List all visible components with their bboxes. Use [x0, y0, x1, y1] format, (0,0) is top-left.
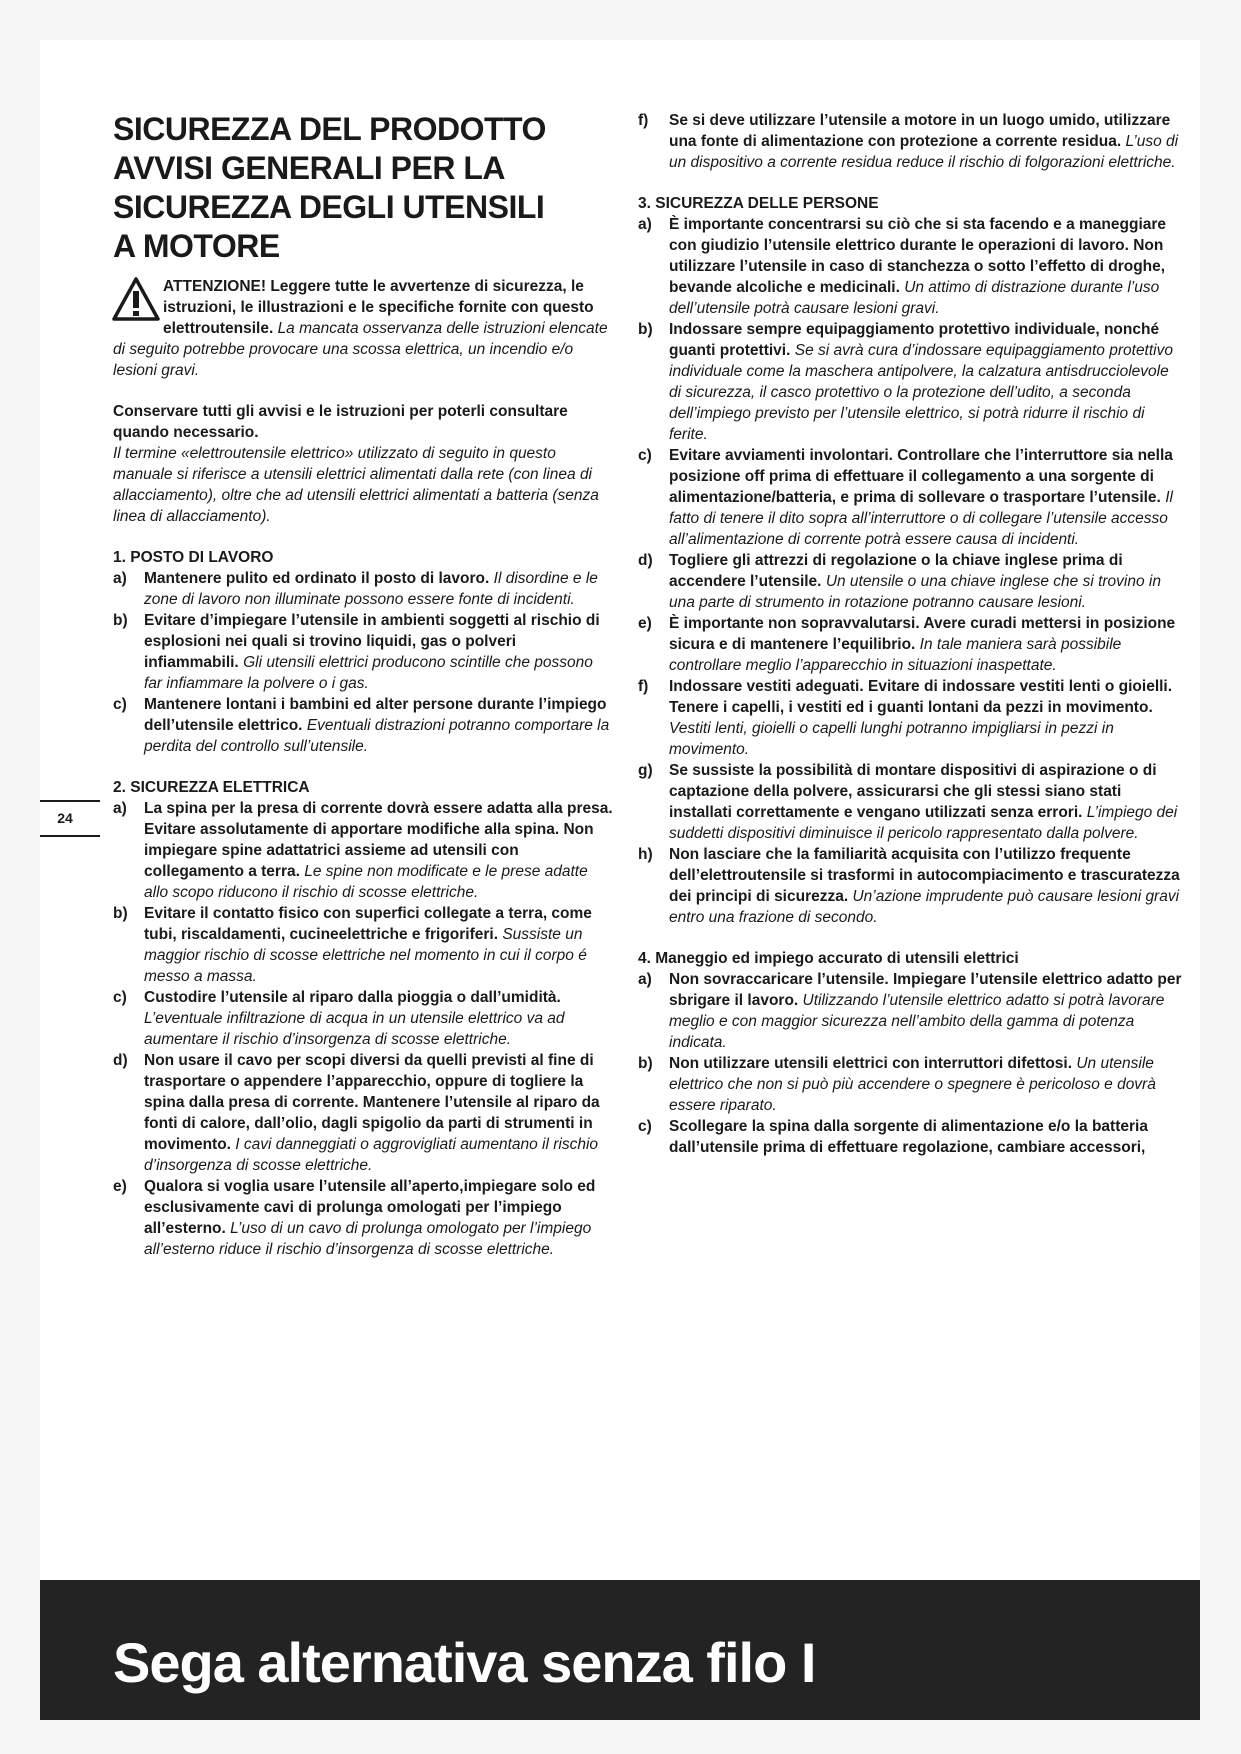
keep-italic: Il termine «elettroutensile elettrico» utilizzato di seguito in questo manuale si riferisce a utensili elettrici alimentati dalla rete (con linea di allacciamento), oltre che ad utensili elettrici alimentati a batteria (senza linea di allacciamento).: [113, 445, 599, 525]
item-label: c): [113, 989, 127, 1006]
list-item: [638, 844, 1183, 928]
item-italic: L’uso di un cavo di prolunga omologato per l’impiego all’esterno riduce il rischio d’insorgenza di scosse elettriche.: [144, 1220, 592, 1258]
item-label: b): [113, 905, 128, 922]
item-label: c): [113, 696, 127, 713]
page-title: [113, 110, 613, 266]
item-italic: L’uso di un dispositivo a corrente residua reduce il rischio di folgorazioni elettriche.: [669, 133, 1179, 171]
item-bold: Non usare il cavo per scopi diversi da quelli previsti al fine di trasportare o appendere l’apparecchio, oppure di togliere la spina dalla presa di corrente. Mantenere l’utensile al riparo da fonti di calore, dall’olio, dagli spigolio da parti di strumenti in movimento.: [144, 1052, 600, 1153]
title-line: SICUREZZA DEGLI UTENSILI: [113, 189, 545, 225]
item-italic: Sussiste un maggior rischio di scosse elettriche nel momento in cui il corpo é messo a massa.: [144, 926, 587, 985]
item-italic: Un utensile elettrico che non si può più accendere o spegnere è pericoloso e dovrà essere riparato.: [669, 1055, 1156, 1114]
item-italic: Utilizzando l’utensile elettrico adatto si potrà lavorare meglio e con maggior sicurezza nell’ambito della gamma di potenza indicata.: [669, 992, 1165, 1051]
item-label: g): [638, 762, 653, 779]
item-label: e): [113, 1178, 127, 1195]
keep-instructions: [113, 401, 613, 527]
item-bold: Custodire l’utensile al riparo dalla pioggia o dall’umidità.: [144, 989, 561, 1006]
section-title: 1. POSTO DI LAVORO: [113, 549, 274, 566]
item-label: b): [638, 321, 653, 338]
item-label: h): [638, 846, 653, 863]
section-title: 3. SICUREZZA DELLE PERSONE: [638, 195, 879, 212]
item-bold: Indossare vestiti adeguati. Evitare di indossare vestiti lenti o gioielli. Tenere i capelli, i vestiti ed i guanti lontani da pezzi in movimento.: [669, 678, 1173, 716]
item-label: a): [113, 800, 127, 817]
item-italic: L’eventuale infiltrazione di acqua in un utensile elettrico va ad aumentare il rischio d’insorgenza di scosse elettriche.: [144, 1010, 565, 1048]
title-line: A MOTORE: [113, 228, 280, 264]
item-italic: Il disordine e le zone di lavoro non illuminate possono essere fonte di incidenti.: [144, 570, 598, 608]
list-item: [113, 1176, 613, 1260]
section-title: 4. Maneggio ed impiego accurato di utensili elettrici: [638, 950, 1019, 967]
item-bold: Mantenere lontani i bambini ed alter persone durante l’impiego dell’utensile elettrico.: [144, 696, 607, 734]
item-italic: In tale maniera sarà possibile controllare meglio l’apparecchio in situazioni inaspettate.: [669, 636, 1122, 674]
item-label: d): [638, 552, 653, 569]
item-bold: Togliere gli attrezzi di regolazione o la chiave inglese prima di accendere l’utensile.: [669, 552, 1123, 590]
item-italic: Un attimo di distrazione durante l’uso dell’utensile potrà causare lesioni gravi.: [669, 279, 1160, 317]
product-title: Sega alternativa senza filo I: [113, 1631, 816, 1694]
item-bold: Non utilizzare utensili elettrici con interruttori difettosi.: [669, 1055, 1073, 1072]
list-item: [113, 694, 613, 757]
item-label: a): [113, 570, 127, 587]
left-column: [113, 110, 613, 1260]
item-italic: L’impiego dei suddetti dispositivi diminuisce il pericolo rappresentato dalla polvere.: [669, 804, 1178, 842]
item-bold: Se sussiste la possibilità di montare dispositivi di aspirazione o di captazione della polvere, assicurarsi che gli stessi siano stati installati correttamente e vengano utilizzati senza errori.: [669, 762, 1157, 821]
item-label: f): [638, 112, 649, 129]
list-item: [113, 568, 613, 610]
item-label: e): [638, 615, 652, 632]
list-item: [638, 319, 1183, 445]
manual-page: [40, 40, 1200, 1720]
list-item: [638, 1116, 1183, 1158]
list-item: [638, 214, 1183, 319]
page-number: 24: [57, 810, 73, 826]
item-italic: Gli utensili elettrici producono scintille che possono far infiammare la polvere o i gas.: [144, 654, 593, 692]
list-item: [638, 969, 1183, 1053]
item-bold: Evitare il contatto fisico con superfici collegate a terra, come tubi, riscaldamenti, cucineelettriche e frigoriferi.: [144, 905, 592, 943]
item-label: b): [638, 1055, 653, 1072]
warning-block: [113, 276, 613, 381]
item-bold: Evitare avviamenti involontari. Controllare che l’interruttore sia nella posizione off prima di effettuare il collegamento a una sorgente di alimentazione/batteria, e prima di sollevare o trasportare l’utensile.: [669, 447, 1173, 506]
item-bold: Se si deve utilizzare l’utensile a motore in un luogo umido, utilizzare una fonte di alimentazione con protezione a corrente residua.: [669, 112, 1171, 150]
list-item: [638, 445, 1183, 550]
item-italic: Un’azione imprudente può causare lesioni gravi entro una frazione di secondo.: [669, 888, 1180, 926]
item-label: a): [638, 216, 652, 233]
section-title: 2. SICUREZZA ELETTRICA: [113, 779, 310, 796]
page-number-marker: [40, 800, 100, 837]
right-column: [638, 110, 1183, 1158]
item-italic: Se si avrà cura d’indossare equipaggiamento protettivo individuale come la maschera antipolvere, la calzatura antisdrucciolevole di sicurezza, il casco protettivo o la protezione dell’udito, a seconda dell’impiego previsto per l’utensile elettrico, si potrà ridurre il rischio di ferite.: [669, 342, 1173, 443]
list-item: [113, 798, 613, 903]
list-item: [113, 610, 613, 694]
item-bold: È importante concentrarsi su ciò che si sta facendo e a maneggiare con giudizio l’utensile elettrico durante le operazioni di lavoro. Non utilizzare l’utensile in caso di stanchezza o sotto l’effetto di droghe, bevande alcoliche e medicinali.: [669, 216, 1167, 296]
item-italic: I cavi danneggiati o aggrovigliati aumentano il rischio d’insorgenza di scosse elettriche.: [144, 1136, 599, 1174]
item-bold: Evitare d’impiegare l’utensile in ambienti soggetti al rischio di esplosioni nei quali si trovino liquidi, gas o polveri infiammabili.: [144, 612, 600, 671]
list-item: [638, 676, 1183, 760]
item-italic: Un utensile o una chiave inglese che si trovino in una parte di strumento in rotazione potranno causare lesioni.: [669, 573, 1161, 611]
item-label: f): [638, 678, 649, 695]
title-line: SICUREZZA DEL PRODOTTO: [113, 111, 546, 147]
item-bold: La spina per la presa di corrente dovrà essere adatta alla presa. Evitare assolutamente di apportare modifiche alla spina. Non impiegare spine adattatrici assieme ad utensili con collegamento a terra.: [144, 800, 613, 880]
list-item: [638, 550, 1183, 613]
list-item: [113, 903, 613, 987]
list-item: [638, 760, 1183, 844]
warning-note: La mancata osservanza delle istruzioni elencate di seguito potrebbe provocare una scossa elettrica, un incendio e/o lesioni gravi.: [113, 320, 608, 379]
item-bold: È importante non sopravvalutarsi. Avere curadi mettersi in posizione sicura e di mantenere l’equilibrio.: [669, 615, 1176, 653]
list-item: [638, 1053, 1183, 1116]
warning-text: ATTENZIONE! Leggere tutte le avvertenze di sicurezza, le istruzioni, le illustrazioni e le specifiche fornite con questo elettroutensile.: [163, 278, 594, 337]
item-bold: Mantenere pulito ed ordinato il posto di lavoro.: [144, 570, 490, 587]
keep-bold: Conservare tutti gli avvisi e le istruzioni per poterli consultare quando necessario.: [113, 403, 568, 441]
item-italic: Le spine non modificate e le prese adatte allo scopo riducono il rischio di scosse elettriche.: [144, 863, 588, 901]
item-bold: Qualora si voglia usare l’utensile all’aperto,impiegare solo ed esclusivamente cavi di prolunga omologati per l’impiego all’esterno.: [144, 1178, 596, 1237]
item-label: d): [113, 1052, 128, 1069]
list-item: [113, 1050, 613, 1176]
item-label: b): [113, 612, 128, 629]
list-item: [113, 987, 613, 1050]
item-label: c): [638, 447, 652, 464]
list-item: [638, 110, 1183, 173]
divider: [40, 835, 100, 837]
item-label: c): [638, 1118, 652, 1135]
list-item: [638, 613, 1183, 676]
item-bold: Non sovraccaricare l’utensile. Impiegare l’utensile elettrico adatto per sbrigare il lavoro.: [669, 971, 1182, 1009]
item-bold: Scollegare la spina dalla sorgente di alimentazione e/o la batteria dall’utensile prima di effettuare regolazione, cambiare accessori,: [669, 1118, 1148, 1156]
item-bold: Indossare sempre equipaggiamento protettivo individuale, nonché guanti protettivi.: [669, 321, 1160, 359]
item-bold: Non lasciare che la familiarità acquisita con l’utilizzo frequente dell’elettroutensile si trasformi in autocompiacimento e trascuratezza dei principi di sicurezza.: [669, 846, 1180, 905]
item-label: a): [638, 971, 652, 988]
item-italic: Vestiti lenti, gioielli o capelli lunghi potranno impigliarsi in pezzi in movimento.: [669, 720, 1114, 758]
warning-triangle-icon: [111, 276, 161, 322]
item-italic: Eventuali distrazioni potranno comportare la perdita del controllo sull’utensile.: [144, 717, 610, 755]
item-italic: Il fatto di tenere il dito sopra all’interruttore o di collegare l’utensile accesso all’alimentazione di corrente potrà essere causa di incidenti.: [669, 489, 1173, 548]
footer-banner: [40, 1580, 1200, 1720]
title-line: AVVISI GENERALI PER LA: [113, 150, 506, 186]
